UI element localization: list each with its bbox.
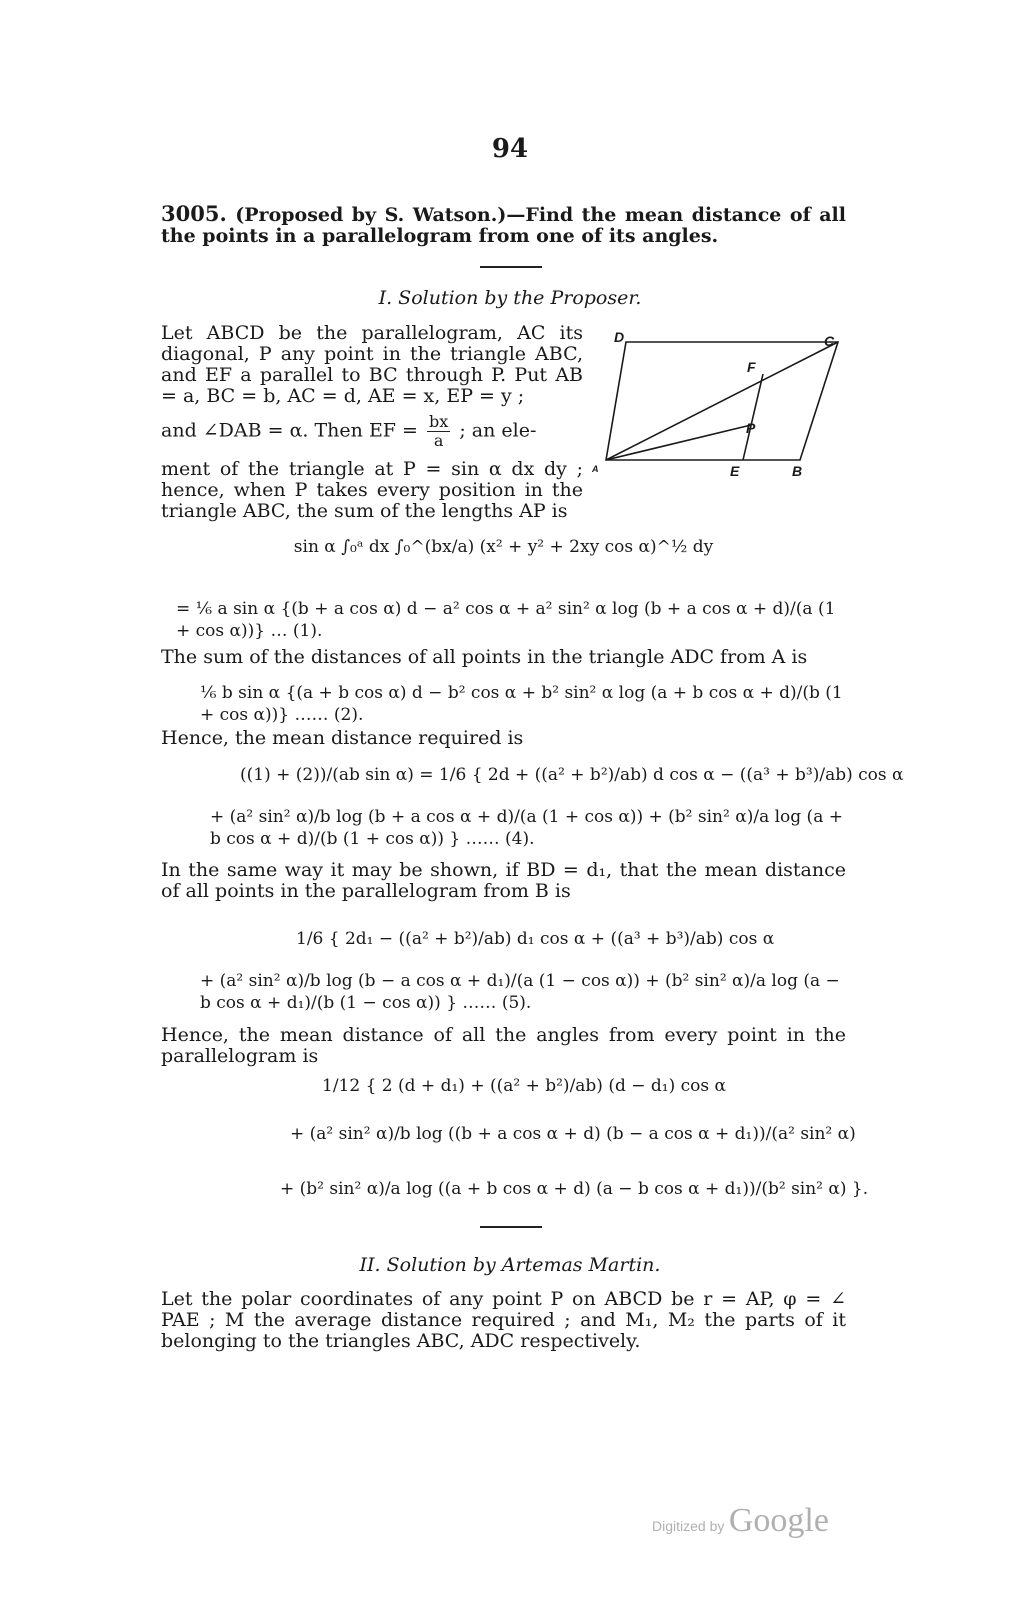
- label-c: C: [824, 333, 835, 349]
- label-e: E: [730, 463, 740, 479]
- equation-6-line2: + (a² sin² α)/b log ((b + a cos α + d) (b − a cos α + d₁))/(a² sin² α): [290, 1124, 856, 1144]
- equation-6-line3: + (b² sin² α)/a log ((a + b cos α + d) (a − b cos α + d₁))/(b² sin² α) }.: [280, 1179, 869, 1199]
- solution1-heading: I. Solution by the Proposer.: [378, 287, 642, 309]
- label-f: F: [747, 359, 756, 375]
- divider: [480, 266, 542, 268]
- para1b-post: ; an ele-: [459, 419, 537, 442]
- equation-5-line1: 1/6 { 2d₁ − ((a² + b²)/ab) d₁ cos α + ((a³ + b³)/ab) cos α: [296, 929, 775, 949]
- page-number: 94: [491, 134, 529, 164]
- segment-ap: [606, 425, 751, 460]
- label-b: B: [792, 463, 803, 479]
- label-p: P: [746, 420, 756, 436]
- equation-5-line2: + (a² sin² α)/b log (b − a cos α + d₁)/(a (1 − cos α)) + (b² sin² α)/a log (a − b cos α + d₁)/(b (1 − cos α)) } …… (5).: [200, 971, 840, 1013]
- solution1-para1c: ment of the triangle at P = sin α dx dy ; hence, when P takes every position in the triangle ABC, the sum of the lengths AP is: [161, 458, 583, 522]
- divider-2: [480, 1226, 542, 1228]
- parallelogram-figure: [592, 329, 848, 490]
- ef-numerator: bx: [429, 412, 449, 431]
- problem-text: (Proposed by S. Watson.)—Find the mean distance of all the points in a parallelogram from one of its angles.: [161, 204, 846, 247]
- ef-fraction: [427, 413, 450, 450]
- equation-4-line1: ((1) + (2))/(ab sin α) = 1/6 { 2d + ((a² + b²)/ab) d cos α − ((a³ + b³)/ab) cos α: [240, 765, 904, 785]
- solution1-para5: Hence, the mean distance of all the angles from every point in the parallelogram is: [161, 1024, 846, 1067]
- label-d: D: [614, 329, 625, 345]
- equation-6-line1: 1/12 { 2 (d + d₁) + ((a² + b²)/ab) (d − d₁) cos α: [322, 1076, 727, 1096]
- equation-4-line2: + (a² sin² α)/b log (b + a cos α + d)/(a (1 + cos α)) + (b² sin² α)/a log (a + b cos α + d)/(b (1 + cos α)) } …… (4).: [210, 807, 843, 849]
- diagonal-ac: [606, 342, 838, 460]
- problem-number: 3005.: [161, 201, 227, 226]
- equation-integral: sin α ∫₀ᵃ dx ∫₀^(bx/a) (x² + y² + 2xy cos α)^½ dy: [293, 537, 714, 557]
- solution2-heading: II. Solution by Artemas Martin.: [359, 1254, 661, 1276]
- problem-statement: [161, 203, 846, 247]
- solution2-para: Let the polar coordinates of any point P on ABCD be r = AP, φ = ∠ PAE ; M the average distance required ; and M₁, M₂ the parts of it belonging to the triangles ABC, ADC respectively.: [161, 1288, 846, 1352]
- solution1-para1: Let ABCD be the parallelogram, AC its diagonal, P any point in the triangle ABC, and EF a parallel to BC through P. Put AB = a, BC = b, AC = d, AE = x, EP = y ;: [161, 322, 583, 407]
- ef-denominator: a: [433, 431, 444, 450]
- para1b-pre: and ∠DAB = α. Then EF =: [161, 419, 418, 442]
- solution1-para4: In the same way it may be shown, if BD = d₁, that the mean distance of all points in the parallelogram from B is: [161, 859, 846, 902]
- equation-1: = ⅙ a sin α {(b + a cos α) d − a² cos α + a² sin² α log (b + a cos α + d)/(a (1 + cos α))} … (1).: [176, 599, 836, 641]
- solution1-para1b: [161, 413, 583, 450]
- equation-2: ⅙ b sin α {(a + b cos α) d − b² cos α + b² sin² α log (a + b cos α + d)/(b (1 + cos α))} …… (2).: [200, 683, 843, 725]
- figure-lines: [606, 342, 838, 460]
- segment-ef: [743, 374, 763, 460]
- watermark: [652, 1502, 852, 1540]
- watermark-brand: Google: [728, 1502, 829, 1539]
- solution1-para2: The sum of the distances of all points in the triangle ADC from A is: [161, 646, 808, 668]
- watermark-prefix: Digitized by: [652, 1518, 725, 1534]
- solution1-para3: Hence, the mean distance required is: [161, 727, 524, 749]
- label-a: A: [592, 464, 599, 474]
